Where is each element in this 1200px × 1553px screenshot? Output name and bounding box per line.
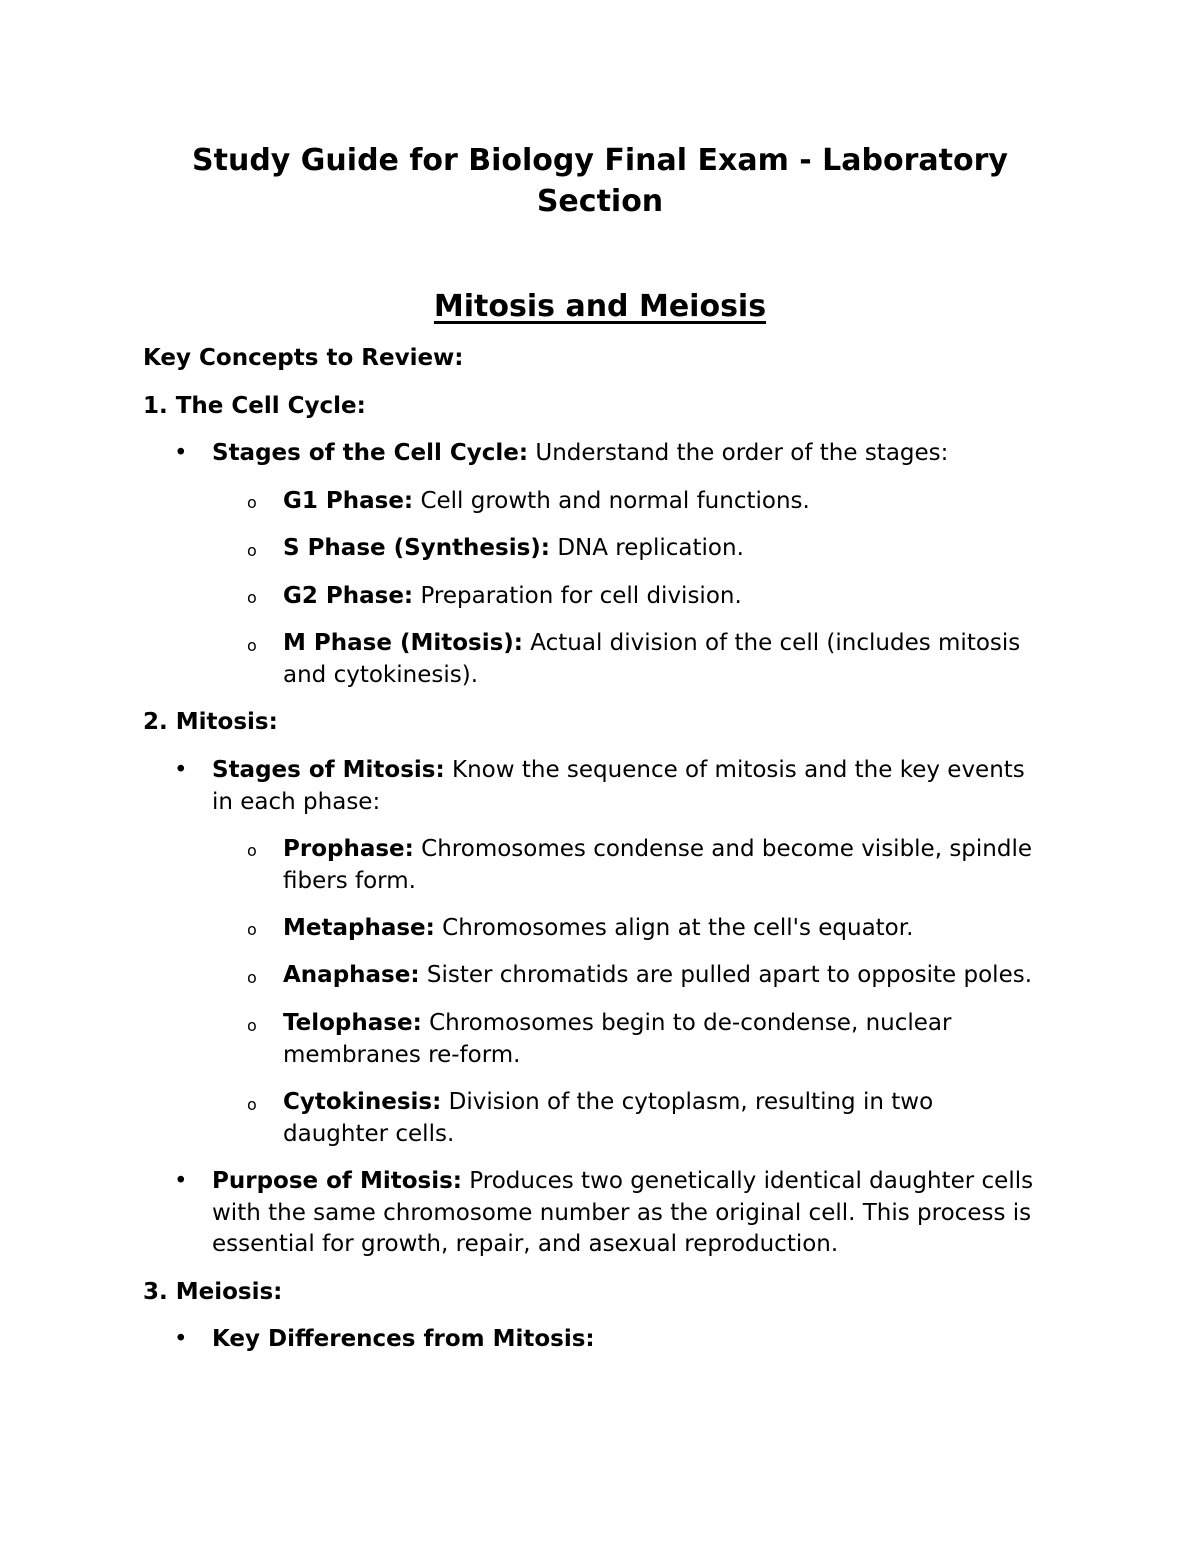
sub-item-metaphase [283, 913, 913, 944]
sub-item-cytokinesis [283, 1087, 1023, 1150]
item-text: Chromosomes begin to de-condense, nuclear membranes re-form. [283, 1010, 952, 1068]
circle-bullet-icon: o [247, 541, 257, 560]
section-title: Mitosis and Meiosis [433, 289, 767, 324]
term-label: Purpose of Mitosis: [212, 1168, 462, 1194]
item-text: Preparation for cell division. [413, 583, 742, 609]
bullet-icon: • [174, 1168, 188, 1194]
term-label: Metaphase: [283, 915, 435, 941]
topic-heading-mitosis: 2. Mitosis: [143, 709, 278, 735]
circle-bullet-icon: o [247, 588, 257, 607]
topic-heading-meiosis: 3. Meiosis: [143, 1279, 283, 1305]
circle-bullet-icon: o [247, 968, 257, 987]
bullet-icon: • [174, 1326, 188, 1352]
item-text: Produces two genetically identical daughter cells with the same chromosome number as the original cell. This process is essential for growth, repair, and asexual reproduction. [212, 1168, 1034, 1257]
item-text: Chromosomes align at the cell's equator. [434, 915, 914, 941]
item-text: Actual division of the cell (includes mitosis and cytokinesis). [283, 630, 1021, 688]
sub-item-s-phase [283, 533, 744, 564]
circle-bullet-icon: o [247, 636, 257, 655]
term-label: Key Differences from Mitosis: [212, 1326, 595, 1352]
term-label: Anaphase: [283, 962, 420, 988]
term-label: Prophase: [283, 836, 414, 862]
item-text: Chromosomes condense and become visible, spindle fibers form. [283, 836, 1033, 894]
sub-item-m-phase [283, 628, 1053, 691]
document-title: Study Guide for Biology Final Exam - Laboratory Section [192, 143, 1008, 219]
term-label: Cytokinesis: [283, 1089, 442, 1115]
sub-item-prophase [283, 834, 1058, 897]
sub-item-g1-phase [283, 486, 810, 517]
list-item-stages-cell-cycle [212, 438, 948, 469]
sub-item-telophase [283, 1008, 1023, 1071]
list-item-key-differences [212, 1324, 595, 1355]
item-text: Cell growth and normal functions. [413, 488, 810, 514]
term-label: Stages of Mitosis: [212, 757, 445, 783]
bullet-icon: • [174, 440, 188, 466]
topic-heading-cell-cycle: 1. The Cell Cycle: [143, 393, 366, 419]
circle-bullet-icon: o [247, 493, 257, 512]
circle-bullet-icon: o [247, 1016, 257, 1035]
sub-item-anaphase [283, 960, 1032, 991]
item-text: Understand the order of the stages: [528, 440, 949, 466]
item-text: Division of the cytoplasm, resulting in two daughter cells. [283, 1089, 934, 1147]
circle-bullet-icon: o [247, 1095, 257, 1114]
list-item-purpose-mitosis [212, 1166, 1062, 1261]
bullet-icon: • [174, 757, 188, 783]
list-item-stages-mitosis [212, 755, 1052, 818]
term-label: S Phase (Synthesis): [283, 535, 551, 561]
item-text: DNA replication. [550, 535, 744, 561]
circle-bullet-icon: o [247, 841, 257, 860]
term-label: G2 Phase: [283, 583, 414, 609]
term-label: G1 Phase: [283, 488, 414, 514]
sub-item-g2-phase [283, 581, 742, 612]
circle-bullet-icon: o [247, 920, 257, 939]
item-text: Know the sequence of mitosis and the key events in each phase: [212, 757, 1025, 815]
term-label: Stages of the Cell Cycle: [212, 440, 529, 466]
term-label: Telophase: [283, 1010, 422, 1036]
term-label: M Phase (Mitosis): [283, 630, 523, 656]
key-concepts-heading: Key Concepts to Review: [143, 345, 464, 371]
item-text: Sister chromatids are pulled apart to opposite poles. [419, 962, 1033, 988]
